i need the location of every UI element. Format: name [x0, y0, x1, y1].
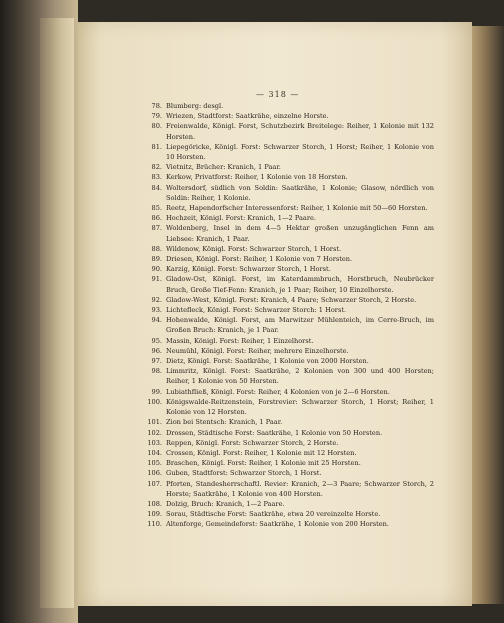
book-binding-edge	[40, 18, 74, 608]
entry-text: Gladow-Ost, Königl. Forst, im Katerdammbruch, Horstbruch, Neubrücker Bruch, Große Tief-Fenn: Kranich, je 1 Paar; Reiher, 10 Einzelhorste.	[166, 275, 434, 294]
entry-number: 80.	[151, 122, 162, 131]
entry-number: 85.	[151, 204, 162, 213]
entry-text: Driesen, Königl. Forst: Reiher, 1 Kolonie von 7 Horsten.	[166, 255, 353, 264]
entry-text: Crossen, Königl. Forst: Reiher, 1 Kolonie mit 12 Horsten.	[166, 448, 357, 457]
entry-text: Reppen, Königl. Forst: Schwarzer Storch, 2 Horste.	[166, 438, 339, 447]
entry-text: Woldenberg, Insel in dem 4—5 Hektar großen unzugänglichen Fenn am Liebsee: Kranich, 1 Paar.	[166, 224, 434, 243]
list-item	[138, 223, 434, 243]
list-item	[138, 519, 434, 529]
entry-text: Lubiathfließ, Königl. Forst: Reiher, 4 Kolonien von je 2—6 Horsten.	[166, 387, 390, 396]
entry-number: 79.	[151, 112, 162, 121]
entry-number: 90.	[151, 265, 162, 274]
entry-number: 83.	[151, 173, 162, 182]
entry-text: Wriezen, Stadtforst: Saatkrähe, einzelne Horste.	[166, 112, 329, 121]
list-item	[138, 213, 434, 223]
entry-text: Braschen, Königl. Forst: Reiher, 1 Kolonie mit 25 Horsten.	[166, 459, 361, 468]
list-item	[138, 448, 434, 458]
entry-number: 94.	[151, 316, 162, 325]
entry-number: 89.	[151, 255, 162, 264]
entry-number: 105.	[147, 459, 162, 468]
list-item	[138, 111, 434, 121]
list-item	[138, 346, 434, 356]
list-item	[138, 203, 434, 213]
entry-text: Vietnitz, Brücher: Kranich, 1 Paar.	[166, 163, 281, 172]
entry-number: 106.	[147, 469, 162, 478]
facing-page-edge	[472, 26, 504, 604]
entry-text: Drossen, Städtische Forst: Saatkrähe, 1 Kolonie von 50 Horsten.	[166, 428, 383, 437]
entry-number: 97.	[151, 357, 162, 366]
entry-text: Kerkow, Privatforst: Reiher, 1 Kolonie von 18 Horsten.	[166, 173, 348, 182]
list-item	[138, 305, 434, 315]
list-item	[138, 468, 434, 478]
list-item	[138, 162, 434, 172]
entry-text: Lichtefleck, Königl. Forst: Schwarzer Storch: 1 Horst.	[166, 306, 347, 315]
entry-number: 88.	[151, 244, 162, 253]
list-item	[138, 479, 434, 499]
entry-text: Limmritz, Königl. Forst: Saatkrähe, 2 Kolonien von 300 und 400 Horsten; Reiher, 1 Kolonie von 50 Horsten.	[166, 367, 434, 386]
entry-list	[138, 101, 434, 530]
entry-text: Sorau, Städtische Forst: Saatkrähe, etwa 20 vereinzelte Horste.	[166, 510, 381, 519]
list-item	[138, 438, 434, 448]
entry-number: 87.	[151, 224, 162, 233]
list-item	[138, 244, 434, 254]
list-item	[138, 142, 434, 162]
list-item	[138, 101, 434, 111]
entry-number: 101.	[147, 418, 162, 427]
entry-text: Guben, Stadtforst: Schwarzer Storch, 1 Horst.	[166, 469, 322, 478]
entry-text: Gladow-West, Königl. Forst: Kranich, 4 Paare; Schwarzer Storch, 2 Horste.	[166, 295, 417, 304]
entry-number: 93.	[151, 306, 162, 315]
entry-number: 92.	[151, 295, 162, 304]
entry-number: 108.	[147, 499, 162, 508]
entry-text: Pforten, Standesherrschaftl. Revier: Kranich, 2—3 Paare; Schwarzer Storch, 2 Horste; Saatkrähe, 1 Kolonie von 400 Horsten.	[166, 479, 434, 498]
list-item	[138, 315, 434, 335]
entry-number: 86.	[151, 214, 162, 223]
entry-number: 109.	[147, 510, 162, 519]
entry-number: 107.	[147, 479, 162, 488]
list-item	[138, 417, 434, 427]
entry-number: 96.	[151, 346, 162, 355]
list-item	[138, 397, 434, 417]
list-item	[138, 274, 434, 294]
entry-text: Liepegöricke, Königl. Forst: Schwarzer Storch, 1 Horst; Reiher, 1 Kolonie von 10 Horsten.	[166, 142, 434, 162]
entry-text: Freienwalde, Königl. Forst, Schutzbezirk Breitelege: Reiher, 1 Kolonie mit 132 Horsten.	[166, 122, 434, 141]
entry-text: Dolzig, Bruch: Kranich, 1—2 Paare.	[166, 499, 285, 508]
list-item	[138, 509, 434, 519]
entry-number: 110.	[147, 520, 162, 529]
list-item	[138, 121, 434, 141]
entry-text: Dietz, Königl. Forst: Saatkrähe, 1 Kolonie von 2000 Horsten.	[166, 357, 369, 366]
list-item	[138, 499, 434, 509]
entry-text: Neumühl, Königl. Forst: Reiher, mehrere Einzelhorste.	[166, 346, 349, 355]
entry-number: 91.	[151, 275, 162, 284]
entry-number: 95.	[151, 336, 162, 345]
list-item	[138, 356, 434, 366]
entry-number: 102.	[147, 428, 162, 437]
entry-number: 99.	[151, 387, 162, 396]
entry-number: 82.	[151, 163, 162, 172]
list-item	[138, 366, 434, 386]
entry-number: 98.	[151, 367, 162, 376]
list-item	[138, 264, 434, 274]
entry-text: Blumberg: desgl.	[166, 102, 224, 110]
entry-number: 84.	[151, 183, 162, 192]
entry-text: Hochzeit, Königl. Forst: Kranich, 1—2 Paare.	[166, 214, 316, 223]
entry-number: 104.	[147, 448, 162, 457]
entry-number: 100.	[147, 397, 162, 406]
entry-text: Reetz, Hapendorfscher Interessenforst: Reiher, 1 Kolonie mit 50—60 Horsten.	[166, 204, 428, 213]
list-item	[138, 172, 434, 182]
page-number: — 318 —	[256, 90, 300, 99]
entry-text: Hohenwalde, Königl. Forst, am Marwitzer Mühlenteich, im Cerre-Bruch, im Großen Bruch: Kranich, je 1 Paar.	[166, 316, 434, 335]
entry-text: Altenforge, Gemeindeforst: Saatkrähe, 1 Kolonie von 200 Horsten.	[166, 520, 390, 529]
list-item	[138, 183, 434, 203]
entry-number: 103.	[147, 438, 162, 447]
entry-text: Zion bei Stentsch: Kranich, 1 Paar.	[166, 418, 283, 427]
entry-text: Königswalde-Reitzenstein, Forstrevier: Schwarzer Storch, 1 Horst; Reiher, 1 Kolonie von 12 Horsten.	[166, 397, 434, 417]
entry-text: Massin, Königl. Forst: Reiher, 1 Einzelhorst.	[166, 336, 314, 345]
list-item	[138, 428, 434, 438]
list-item	[138, 387, 434, 397]
list-item	[138, 458, 434, 468]
entry-text: Woltersdorf, südlich von Soldin: Saatkrähe, 1 Kolonie; Glasow, nördlich von Soldin: Reiher, 1 Kolonie.	[166, 183, 434, 202]
entry-number: 81.	[151, 142, 162, 151]
list-item	[138, 336, 434, 346]
entry-text: Karzig, Königl. Forst: Schwarzer Storch, 1 Horst.	[166, 265, 331, 274]
entry-text: Wildenow, Königl. Forst: Schwarzer Storch, 1 Horst.	[166, 244, 342, 253]
list-item	[138, 295, 434, 305]
list-item	[138, 254, 434, 264]
entry-number: 78.	[151, 102, 162, 110]
